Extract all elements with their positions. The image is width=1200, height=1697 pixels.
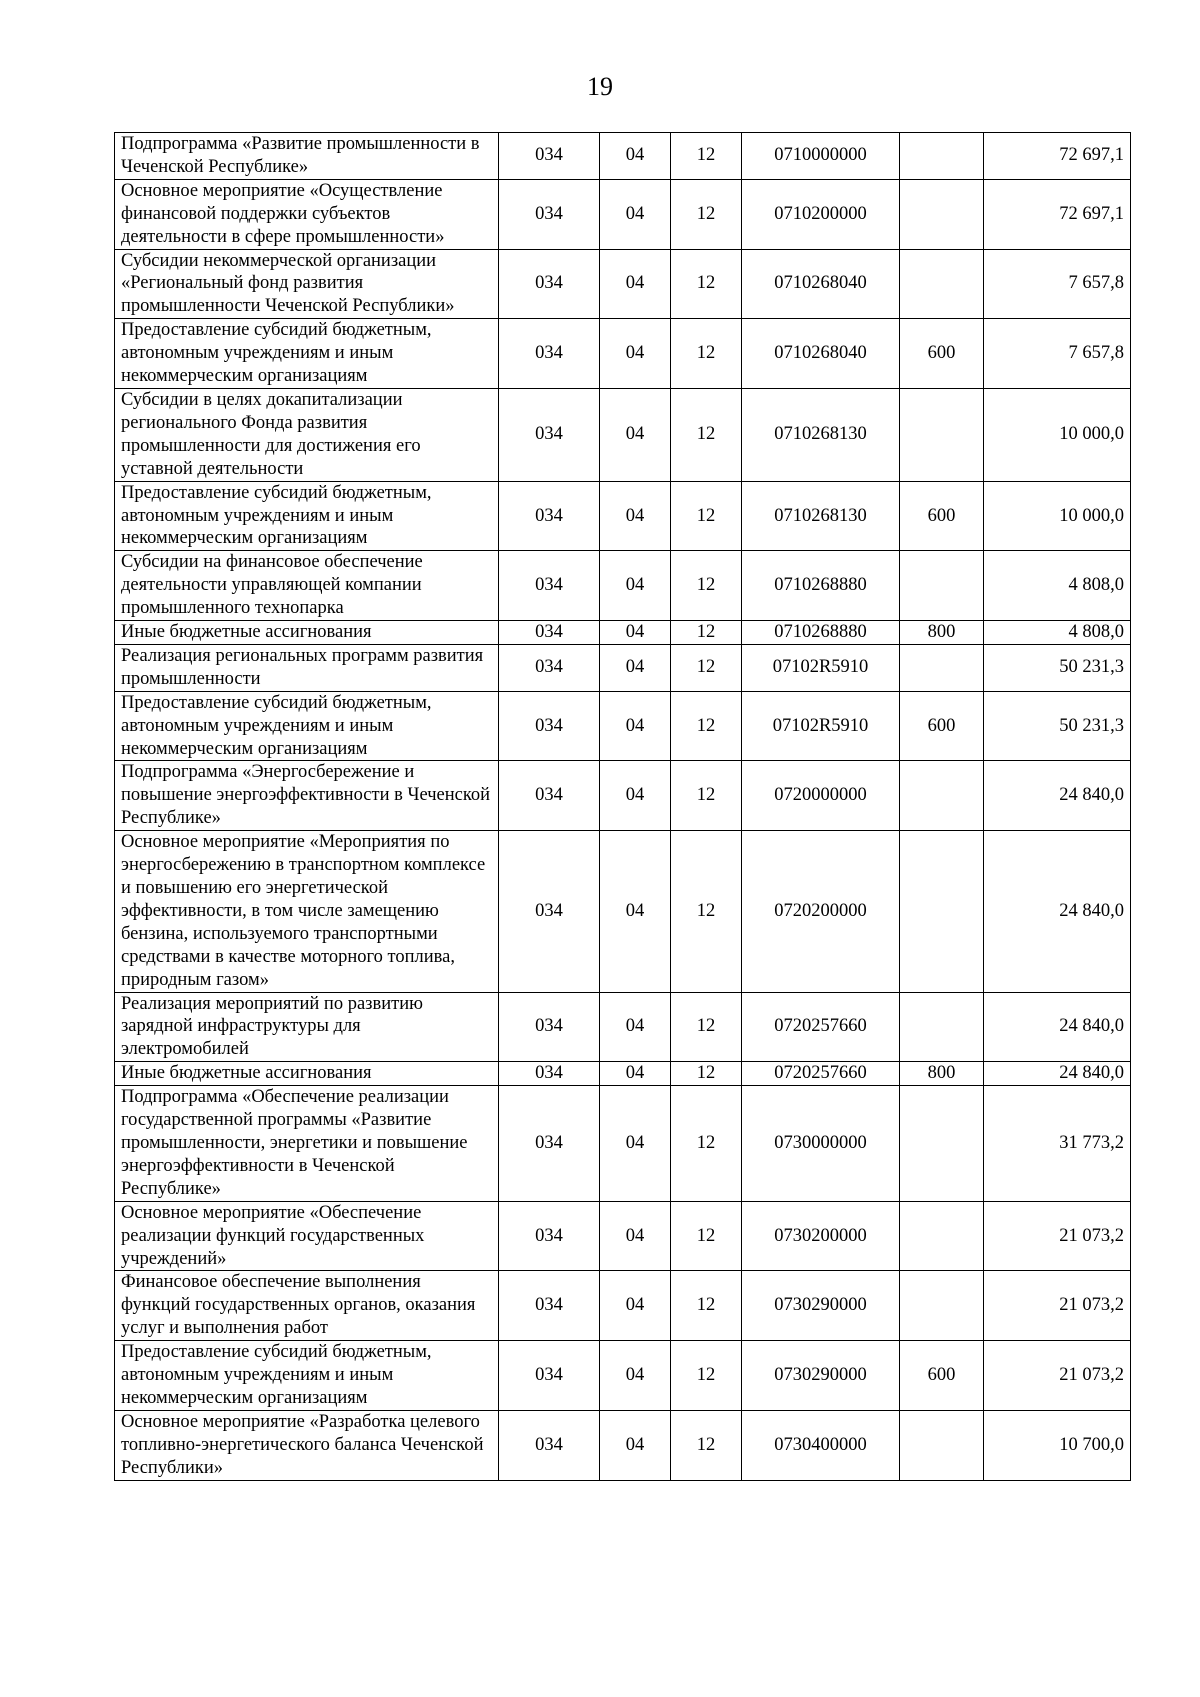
subsection-code-cell: 12 [671, 1271, 742, 1341]
section-code-cell: 04 [600, 179, 671, 249]
table-row [115, 133, 1131, 180]
amount-cell: 24 840,0 [984, 831, 1131, 992]
target-article-cell: 07102R5910 [742, 644, 900, 691]
row-name-cell: Предоставление субсидий бюджетным, автономным учреждениям и иным некоммерческим организациям [115, 1341, 499, 1411]
table-row [115, 551, 1131, 621]
amount-cell: 31 773,2 [984, 1086, 1131, 1202]
table-row [115, 388, 1131, 481]
row-name-cell: Субсидии в целях докапитализации регионального Фонда развития промышленности для достижения его уставной деятельности [115, 388, 499, 481]
row-name-cell: Реализация региональных программ развития промышленности [115, 644, 499, 691]
row-name-cell: Субсидии на финансовое обеспечение деятельности управляющей компании промышленного технопарка [115, 551, 499, 621]
subsection-code-cell: 12 [671, 249, 742, 319]
amount-cell: 24 840,0 [984, 761, 1131, 831]
row-name-cell: Основное мероприятие «Осуществление финансовой поддержки субъектов деятельности в сфере промышленности» [115, 179, 499, 249]
budget-table [114, 132, 1131, 1481]
target-article-cell: 0720257660 [742, 1062, 900, 1086]
page-number: 19 [587, 72, 613, 101]
target-article-cell: 0730000000 [742, 1086, 900, 1202]
subsection-code-cell: 12 [671, 1201, 742, 1271]
amount-cell: 21 073,2 [984, 1341, 1131, 1411]
table-row [115, 644, 1131, 691]
grbs-code-cell: 034 [499, 1341, 600, 1411]
grbs-code-cell: 034 [499, 481, 600, 551]
expense-type-cell: 800 [900, 1062, 984, 1086]
table-row [115, 1086, 1131, 1202]
row-name-cell: Финансовое обеспечение выполнения функций государственных органов, оказания услуг и выполнения работ [115, 1271, 499, 1341]
table-row [115, 179, 1131, 249]
section-code-cell: 04 [600, 1271, 671, 1341]
subsection-code-cell: 12 [671, 761, 742, 831]
table-row [115, 481, 1131, 551]
section-code-cell: 04 [600, 481, 671, 551]
subsection-code-cell: 12 [671, 621, 742, 645]
expense-type-cell [900, 644, 984, 691]
section-code-cell: 04 [600, 1410, 671, 1480]
amount-cell: 7 657,8 [984, 319, 1131, 389]
expense-type-cell [900, 249, 984, 319]
section-code-cell: 04 [600, 1201, 671, 1271]
expense-type-cell: 600 [900, 481, 984, 551]
amount-cell: 72 697,1 [984, 133, 1131, 180]
expense-type-cell [900, 992, 984, 1062]
budget-table-body [115, 133, 1131, 1481]
row-name-cell: Иные бюджетные ассигнования [115, 621, 499, 645]
expense-type-cell [900, 551, 984, 621]
amount-cell: 24 840,0 [984, 992, 1131, 1062]
section-code-cell: 04 [600, 761, 671, 831]
grbs-code-cell: 034 [499, 992, 600, 1062]
table-row [115, 761, 1131, 831]
table-row [115, 249, 1131, 319]
row-name-cell: Реализация мероприятий по развитию зарядной инфраструктуры для электромобилей [115, 992, 499, 1062]
row-name-cell: Подпрограмма «Развитие промышленности в Чеченской Республике» [115, 133, 499, 180]
subsection-code-cell: 12 [671, 388, 742, 481]
expense-type-cell: 600 [900, 1341, 984, 1411]
grbs-code-cell: 034 [499, 319, 600, 389]
expense-type-cell: 600 [900, 319, 984, 389]
grbs-code-cell: 034 [499, 1086, 600, 1202]
section-code-cell: 04 [600, 133, 671, 180]
target-article-cell: 0710268040 [742, 249, 900, 319]
amount-cell: 24 840,0 [984, 1062, 1131, 1086]
expense-type-cell [900, 1271, 984, 1341]
amount-cell: 21 073,2 [984, 1201, 1131, 1271]
table-row [115, 1201, 1131, 1271]
table-row [115, 1062, 1131, 1086]
target-article-cell: 0730290000 [742, 1271, 900, 1341]
subsection-code-cell: 12 [671, 1410, 742, 1480]
section-code-cell: 04 [600, 621, 671, 645]
grbs-code-cell: 034 [499, 831, 600, 992]
table-row [115, 831, 1131, 992]
section-code-cell: 04 [600, 831, 671, 992]
row-name-cell: Подпрограмма «Обеспечение реализации государственной программы «Развитие промышленности, энергетики и повышение энергоэффективности в Чеченской Республике» [115, 1086, 499, 1202]
table-row [115, 621, 1131, 645]
amount-cell: 50 231,3 [984, 691, 1131, 761]
row-name-cell: Подпрограмма «Энергосбережение и повышение энергоэффективности в Чеченской Республике» [115, 761, 499, 831]
row-name-cell: Основное мероприятие «Разработка целевого топливно-энергетического баланса Чеченской Республики» [115, 1410, 499, 1480]
section-code-cell: 04 [600, 992, 671, 1062]
grbs-code-cell: 034 [499, 133, 600, 180]
grbs-code-cell: 034 [499, 388, 600, 481]
section-code-cell: 04 [600, 644, 671, 691]
section-code-cell: 04 [600, 388, 671, 481]
target-article-cell: 07102R5910 [742, 691, 900, 761]
grbs-code-cell: 034 [499, 179, 600, 249]
section-code-cell: 04 [600, 1062, 671, 1086]
amount-cell: 21 073,2 [984, 1271, 1131, 1341]
target-article-cell: 0730400000 [742, 1410, 900, 1480]
table-row [115, 1410, 1131, 1480]
target-article-cell: 0710268880 [742, 621, 900, 645]
row-name-cell: Субсидии некоммерческой организации «Региональный фонд развития промышленности Чеченской Республики» [115, 249, 499, 319]
section-code-cell: 04 [600, 1086, 671, 1202]
subsection-code-cell: 12 [671, 1341, 742, 1411]
grbs-code-cell: 034 [499, 761, 600, 831]
grbs-code-cell: 034 [499, 1201, 600, 1271]
amount-cell: 10 700,0 [984, 1410, 1131, 1480]
grbs-code-cell: 034 [499, 1410, 600, 1480]
row-name-cell: Основное мероприятие «Мероприятия по энергосбережению в транспортном комплексе и повышению его энергетической эффективности, в том числе замещению бензина, используемого транспортными средствами в качестве моторного топлива, природным газом» [115, 831, 499, 992]
section-code-cell: 04 [600, 249, 671, 319]
grbs-code-cell: 034 [499, 551, 600, 621]
grbs-code-cell: 034 [499, 691, 600, 761]
table-row [115, 319, 1131, 389]
table-row [115, 992, 1131, 1062]
expense-type-cell [900, 761, 984, 831]
row-name-cell: Основное мероприятие «Обеспечение реализации функций государственных учреждений» [115, 1201, 499, 1271]
subsection-code-cell: 12 [671, 133, 742, 180]
target-article-cell: 0730200000 [742, 1201, 900, 1271]
grbs-code-cell: 034 [499, 1271, 600, 1341]
amount-cell: 10 000,0 [984, 481, 1131, 551]
row-name-cell: Иные бюджетные ассигнования [115, 1062, 499, 1086]
expense-type-cell: 800 [900, 621, 984, 645]
expense-type-cell [900, 179, 984, 249]
grbs-code-cell: 034 [499, 644, 600, 691]
target-article-cell: 0720257660 [742, 992, 900, 1062]
target-article-cell: 0710268040 [742, 319, 900, 389]
expense-type-cell [900, 1201, 984, 1271]
row-name-cell: Предоставление субсидий бюджетным, автономным учреждениям и иным некоммерческим организациям [115, 481, 499, 551]
target-article-cell: 0730290000 [742, 1341, 900, 1411]
section-code-cell: 04 [600, 551, 671, 621]
table-row [115, 691, 1131, 761]
target-article-cell: 0710268880 [742, 551, 900, 621]
target-article-cell: 0710268130 [742, 388, 900, 481]
amount-cell: 7 657,8 [984, 249, 1131, 319]
subsection-code-cell: 12 [671, 831, 742, 992]
subsection-code-cell: 12 [671, 319, 742, 389]
expense-type-cell [900, 133, 984, 180]
target-article-cell: 0710000000 [742, 133, 900, 180]
table-row [115, 1341, 1131, 1411]
amount-cell: 72 697,1 [984, 179, 1131, 249]
amount-cell: 4 808,0 [984, 551, 1131, 621]
expense-type-cell: 600 [900, 691, 984, 761]
grbs-code-cell: 034 [499, 1062, 600, 1086]
row-name-cell: Предоставление субсидий бюджетным, автономным учреждениям и иным некоммерческим организациям [115, 319, 499, 389]
target-article-cell: 0720000000 [742, 761, 900, 831]
expense-type-cell [900, 388, 984, 481]
expense-type-cell [900, 831, 984, 992]
section-code-cell: 04 [600, 691, 671, 761]
section-code-cell: 04 [600, 319, 671, 389]
section-code-cell: 04 [600, 1341, 671, 1411]
subsection-code-cell: 12 [671, 691, 742, 761]
subsection-code-cell: 12 [671, 179, 742, 249]
subsection-code-cell: 12 [671, 551, 742, 621]
target-article-cell: 0710200000 [742, 179, 900, 249]
amount-cell: 10 000,0 [984, 388, 1131, 481]
amount-cell: 4 808,0 [984, 621, 1131, 645]
subsection-code-cell: 12 [671, 1062, 742, 1086]
subsection-code-cell: 12 [671, 992, 742, 1062]
target-article-cell: 0710268130 [742, 481, 900, 551]
amount-cell: 50 231,3 [984, 644, 1131, 691]
expense-type-cell [900, 1410, 984, 1480]
row-name-cell: Предоставление субсидий бюджетным, автономным учреждениям и иным некоммерческим организациям [115, 691, 499, 761]
expense-type-cell [900, 1086, 984, 1202]
subsection-code-cell: 12 [671, 1086, 742, 1202]
target-article-cell: 0720200000 [742, 831, 900, 992]
subsection-code-cell: 12 [671, 481, 742, 551]
subsection-code-cell: 12 [671, 644, 742, 691]
grbs-code-cell: 034 [499, 249, 600, 319]
table-row [115, 1271, 1131, 1341]
grbs-code-cell: 034 [499, 621, 600, 645]
